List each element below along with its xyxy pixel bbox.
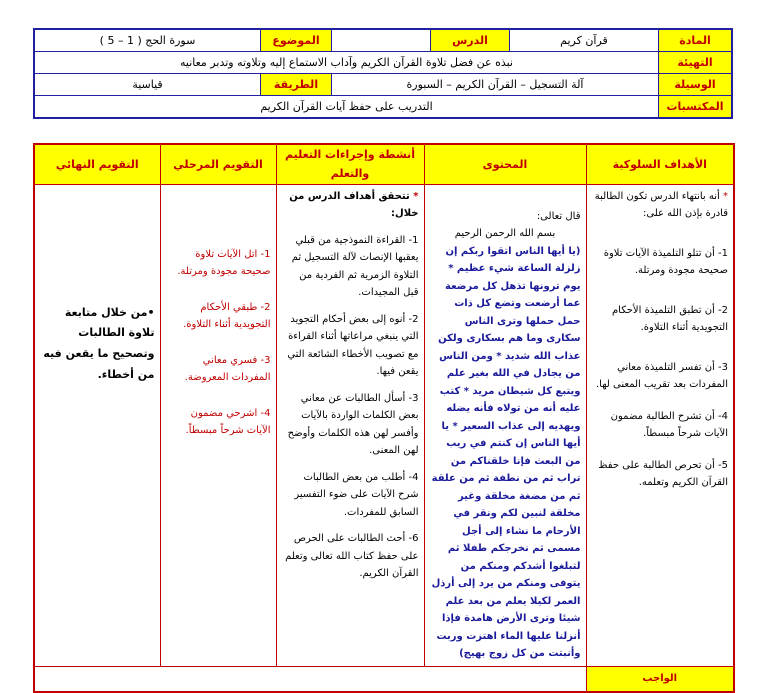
objective-item: 5- أن تحرص الطالبة على حفظ القرآن الكريم وتعلمه.	[598, 459, 728, 488]
bullet-icon: *	[723, 190, 728, 202]
basmala: بسم الله الرحمن الرحيم	[454, 228, 556, 239]
lesson-plan-table	[33, 143, 735, 693]
objective-item: 4- أن تشرح الطالبة مضمون الآيات شرحاً مبسطاً.	[610, 410, 728, 439]
lesson-label: الدرس	[431, 29, 510, 52]
final-cell	[34, 184, 160, 666]
gains-value: التدريب على حفظ آيات القرآن الكريم	[34, 96, 659, 119]
formative-item: 2- طبقي الأحكام التجويدية أثناء التلاوة.	[183, 301, 271, 330]
activities-cell	[276, 184, 424, 666]
activity-item: 1- القراءة النموذجية من قبلي يعقبها الإنصات لآلة التسجيل ثم التلاوة الزمرية ثم الفردية من قبل المجيدات.	[291, 234, 419, 298]
gains-label: المكتسبات	[659, 96, 733, 119]
homework-label: الواجب	[586, 666, 734, 692]
formative-item: 1- اتل الآيات تلاوة صحيحة مجودة ومرتلة.	[177, 248, 271, 277]
intro-label: التهيئة	[659, 52, 733, 74]
subject-label: المادة	[659, 29, 733, 52]
formative-cell	[160, 184, 276, 666]
homework-value	[34, 666, 586, 692]
objective-item: 3- أن تفسر التلميذة معاني المفردات بعد تقريب المعنى لها.	[595, 361, 728, 390]
verses-text: (يا أيها الناس اتقوا ربكم إن زلزلة الساعة شيء عظيم * يوم ترونها تذهل كل مرضعة عما أرضعت وتضع كل ذات حمل حملها وترى الناس سكارى وما هم بسكارى ولكن عذاب الله شديد * ومن الناس من يجادل في الله بغير علم ويتبع كل شيطان مريد * كتب عليه أنه من تولاه فأنه يضله ويهديه إلى عذاب السعير * يا أيها الناس إن كنتم في ريب من البعث فإنا خلقناكم من تراب ثم من نطفة ثم من علقة ثم من مضغة مخلقة وغير مخلقة لنبين لكم ونقر في الأرحام ما نشاء إلى أجل مسمى ثم نخرجكم طفلا ثم لتبلغوا أشدكم ومنكم من يتوفى ومنكم من يرد إلى أرذل العمر لكيلا يعلم من بعد علم شيئا وترى الأرض هامدة فإذا أنزلنا عليها الماء اهتزت وربت وأنبتت من كل زوج بهيج)	[431, 245, 581, 659]
content-cell	[424, 184, 586, 666]
lesson-value	[332, 29, 431, 52]
bullet-icon: •	[147, 305, 155, 319]
means-label: الوسيلة	[659, 74, 733, 96]
intro-value: نبذه عن فضل تلاوة القرآن الكريم وآداب الاستماع إليه وتلاوته وتدبر معانيه	[34, 52, 659, 74]
activities-intro: تتحقق أهداف الدرس من خلال:	[289, 190, 419, 219]
content-intro: قال تعالى:	[536, 210, 581, 222]
lesson-info-table	[33, 28, 733, 119]
topic-value: سورة الحج ( 1 – 5 )	[34, 29, 261, 52]
activity-item: 3- أسأل الطالبات عن معاني بعض الكلمات الواردة بالآيات وأفسر لهن هذه الكلمات وأوضح لهن المعنى.	[287, 392, 419, 456]
subject-value: قرآن كريم	[510, 29, 659, 52]
bullet-icon: *	[413, 190, 419, 202]
objective-item: 1- أن تتلو التلميذة الآيات تلاوة صحيحة مجودة ومرتلة.	[603, 247, 728, 276]
means-value: آلة التسجيل – القرآن الكريم – السبورة	[332, 74, 659, 96]
activities-header: أنشطة وإجراءات التعليم والتعلم	[276, 144, 424, 184]
formative-header: التقويم المرحلي	[160, 144, 276, 184]
final-header: التقويم النهائي	[34, 144, 160, 184]
objectives-header: الأهداف السلوكية	[586, 144, 734, 184]
topic-label: الموضوع	[261, 29, 332, 52]
objective-item: 2- أن تطبق التلميذة الأحكام التجويدية أثناء التلاوة.	[611, 304, 728, 333]
activity-item: 4- أطلب من بعض الطالبات شرح الآيات على ضوء التفسير السابق للمفردات.	[294, 471, 419, 518]
activity-item: 2- أنوه إلى بعض أحكام التجويد التي ينبغي مراعاتها أثناء القراءة مع تصويب الأخطاء الشائعة التي يقعن فيها.	[287, 313, 419, 377]
method-label: الطريقة	[261, 74, 332, 96]
formative-item: 4- اشرحي مضمون الآيات شرحاً مبسطاً.	[185, 407, 271, 436]
activity-item: 6- أحث الطالبات على الحرص على حفظ كتاب الله تعالى وتعلم القرآن الكريم.	[285, 533, 419, 579]
method-value: قياسية	[34, 74, 261, 96]
objectives-cell	[586, 184, 734, 666]
formative-item: 3- فسري معاني المفردات المعروضة.	[184, 354, 271, 383]
objectives-intro: أنه بانتهاء الدرس تكون الطالبة قادرة بإذن الله على:	[594, 190, 728, 219]
final-text: من خلال متابعة تلاوة الطالبات وتصحيح ما يقعن فيه من أخطاء.	[43, 305, 155, 382]
content-header: المحتوى	[424, 144, 586, 184]
